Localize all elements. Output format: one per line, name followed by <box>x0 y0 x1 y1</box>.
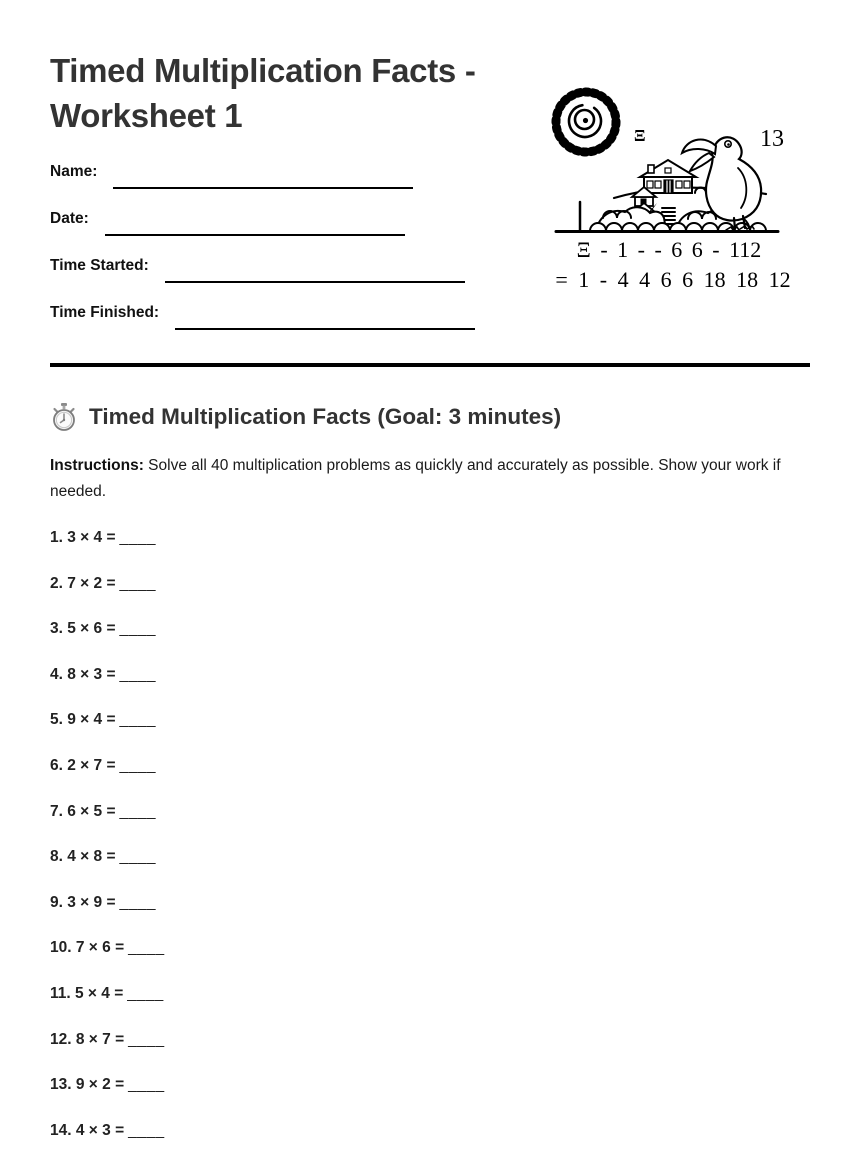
problem-label: 11. 5 × 4 = <box>50 984 124 1002</box>
problem-row-9 <box>50 893 165 913</box>
problem-row-4 <box>50 665 165 685</box>
problem-label: 10. 7 × 6 = <box>50 939 125 957</box>
instructions-label: Instructions: <box>50 457 144 474</box>
equation-line-1: Ξ - 1 - - 6 6 - 112 <box>576 237 762 262</box>
name-blank-line <box>113 171 413 189</box>
answer-blank: ____ <box>128 939 165 957</box>
section-heading <box>50 402 561 432</box>
answer-blank: ____ <box>119 665 156 683</box>
house-drawing <box>640 160 696 193</box>
page-title: Timed Multiplication Facts - Worksheet 1 <box>50 52 476 134</box>
time-started-blank-line <box>165 265 465 283</box>
problem-row-6 <box>50 756 165 776</box>
worksheet-illustration <box>528 58 860 306</box>
problem-row-7 <box>50 802 165 822</box>
problem-row-14 <box>50 1121 165 1141</box>
date-blank-line <box>105 218 405 236</box>
problems-list <box>50 528 165 1141</box>
answer-blank: ____ <box>128 1076 165 1094</box>
time-finished-field-row <box>50 303 475 323</box>
equation-line-2: = 1 - 4 4 6 6 18 18 12 <box>555 267 791 292</box>
time-started-label: Time Started: <box>50 257 149 274</box>
section-heading-text: Timed Multiplication Facts (Goal: 3 minutes) <box>89 404 562 429</box>
problem-label: 9. 3 × 9 = <box>50 893 116 911</box>
xi-symbol: Ξ <box>634 126 646 145</box>
problem-row-2 <box>50 574 165 594</box>
bush <box>695 188 706 193</box>
problem-label: 6. 2 × 7 = <box>50 756 116 774</box>
answer-blank: ____ <box>119 529 156 546</box>
section-divider <box>50 363 810 367</box>
problem-label: 13. 9 × 2 = <box>50 1076 125 1094</box>
problem-label: 14. 4 × 3 = <box>50 1121 125 1139</box>
name-label: Name: <box>50 163 98 180</box>
answer-blank: ____ <box>128 1030 165 1048</box>
corner-number: 13 <box>760 126 784 152</box>
problem-row-12 <box>50 1030 165 1050</box>
problem-label: 3. 5 × 6 = <box>50 620 116 638</box>
problem-row-1 <box>50 528 165 548</box>
instructions <box>50 453 806 505</box>
sun-doodle <box>556 92 616 152</box>
problem-row-10 <box>50 938 165 958</box>
answer-blank: ____ <box>119 848 156 866</box>
answer-blank: ____ <box>119 802 156 820</box>
problem-label: 4. 8 × 3 = <box>50 665 116 683</box>
answer-blank: ____ <box>119 893 156 911</box>
answer-blank: ____ <box>128 1121 165 1139</box>
answer-blank: ____ <box>119 756 156 774</box>
problem-label: 12. 8 × 7 = <box>50 1030 125 1048</box>
answer-blank: ____ <box>127 984 164 1002</box>
date-field-row <box>50 209 405 229</box>
problem-row-8 <box>50 847 165 867</box>
time-started-field-row <box>50 256 465 276</box>
answer-blank: ____ <box>119 711 156 729</box>
problem-label: 2. 7 × 2 = <box>50 574 116 592</box>
time-finished-blank-line <box>175 312 475 330</box>
problem-row-3 <box>50 619 165 639</box>
answer-blank: ____ <box>119 620 156 638</box>
problem-label: 8. 4 × 8 = <box>50 848 116 866</box>
answer-blank: ____ <box>119 574 156 592</box>
problem-row-13 <box>50 1075 165 1095</box>
problem-label: 1. 3 × 4 = <box>50 529 116 546</box>
name-field-row <box>50 162 413 182</box>
problem-row-5 <box>50 710 165 730</box>
date-label: Date: <box>50 210 89 227</box>
instructions-text: Solve all 40 multiplication problems as quickly and accurately as possible. Show your work if needed. <box>50 457 781 500</box>
problem-row-11 <box>50 984 165 1004</box>
stopwatch-icon <box>50 402 78 432</box>
problem-label: 7. 6 × 5 = <box>50 802 116 820</box>
time-finished-label: Time Finished: <box>50 304 160 321</box>
problem-label: 5. 9 × 4 = <box>50 711 116 729</box>
